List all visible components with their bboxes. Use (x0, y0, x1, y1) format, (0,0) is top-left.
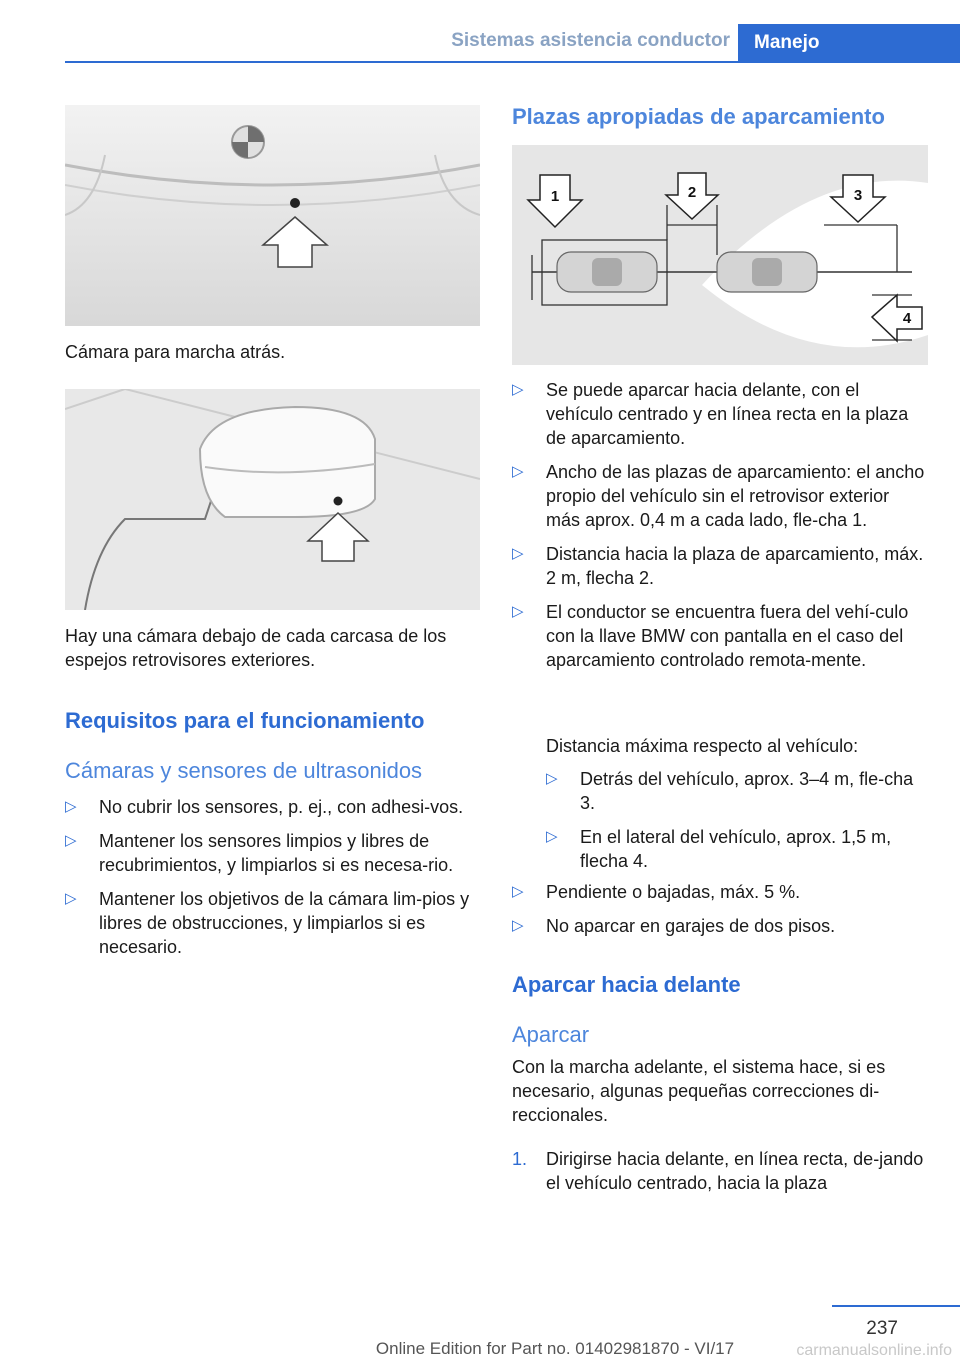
triangle-bullet-icon: ▷ (65, 832, 77, 849)
caption-mirror-camera: Hay una cámara debajo de cada carcasa de los espejos retrovisores exteriores. (65, 626, 447, 670)
heading-requirements: Requisitos para el funcionamiento (65, 708, 425, 733)
list-item: ▷ Pendiente o bajadas, máx. 5 %. (512, 882, 801, 902)
diagram-label-1: 1 (550, 188, 560, 205)
park-steps-list (512, 1147, 928, 1205)
list-item: ▷ El conductor se encuentra fuera del vehí-culo con la llave BMW con pantalla en el caso del aparcamiento controlado remota-mente. (512, 602, 909, 670)
header-section-title: Sistemas asistencia conductor (451, 30, 730, 51)
triangle-bullet-icon: ▷ (512, 381, 524, 398)
triangle-bullet-icon: ▷ (546, 828, 558, 845)
heading-parking-spaces: Plazas apropiadas de aparcamiento (512, 104, 885, 129)
step-number: 1. (512, 1149, 528, 1169)
triangle-bullet-icon: ▷ (512, 545, 524, 562)
list-item: ▷ Mantener los sensores limpios y libres de recubrimientos, y limpiarlos si es necesa-rio. (65, 831, 454, 875)
watermark: carmanualsonline.info (796, 1342, 952, 1359)
triangle-bullet-icon: ▷ (512, 917, 524, 934)
list-item: ▷ No cubrir los sensores, p. ej., con adhesi-vos. (65, 797, 464, 817)
list-item: ▷ Distancia hacia la plaza de aparcamiento, máx. 2 m, flecha 2. (512, 544, 924, 588)
header-rule (65, 61, 960, 63)
header-chapter-tab: Manejo (738, 24, 960, 62)
caption-rear-camera: Cámara para marcha atrás. (65, 342, 286, 362)
list-item: ▷ No aparcar en garajes de dos pisos. (512, 916, 836, 936)
page-header (0, 0, 960, 62)
list-item: ▷ Mantener los objetivos de la cámara lim-pios y libres de obstrucciones, y limpiarlos si es necesario. (65, 889, 470, 957)
diagram-label-4: 4 (902, 310, 912, 327)
list-item: 1. Dirigirse hacia delante, en línea recta, de-jando el vehículo centrado, hacia la plaza (512, 1149, 924, 1193)
parking-diagram-figure (512, 145, 928, 365)
parking-conditions-list (512, 378, 928, 678)
requirements-list (65, 795, 480, 969)
list-item: ▷ Ancho de las plazas de aparcamiento: el ancho propio del vehículo sin el retrovisor exterior más aprox. 0,4 m a cada lado, fle-cha 1. (512, 462, 925, 530)
triangle-bullet-icon: ▷ (512, 463, 524, 480)
list-item: ▷ Se puede aparcar hacia delante, con el vehículo centrado y en línea recta en la plaza de aparcamiento. (512, 380, 909, 448)
park-paragraph: Con la marcha adelante, el sistema hace, si es necesario, algunas pequeñas correcciones di-reccionales. (512, 1057, 886, 1125)
triangle-bullet-icon: ▷ (512, 603, 524, 620)
subheading-park: Aparcar (512, 1022, 590, 1047)
diagram-label-2: 2 (687, 184, 697, 201)
distance-note: Distancia máxima respecto al vehículo: (546, 736, 859, 756)
rear-camera-figure (65, 105, 480, 326)
triangle-bullet-icon: ▷ (65, 798, 77, 815)
triangle-bullet-icon: ▷ (65, 890, 77, 907)
parking-conditions-list-2 (512, 880, 928, 948)
mirror-camera-figure (65, 389, 480, 610)
triangle-bullet-icon: ▷ (546, 770, 558, 787)
subheading-cameras-sensors: Cámaras y sensores de ultrasonidos (65, 758, 423, 783)
distance-sublist (546, 767, 928, 883)
page-number: 237 (866, 1318, 898, 1339)
edition-footer: Online Edition for Part no. 01402981870 - VI/17 (375, 1339, 735, 1358)
footer-rule (832, 1305, 960, 1307)
heading-park-forward: Aparcar hacia delante (512, 972, 741, 997)
list-item: ▷ En el lateral del vehículo, aprox. 1,5 m, flecha 4. (546, 827, 892, 871)
list-item: ▷ Detrás del vehículo, aprox. 3–4 m, fle-cha 3. (546, 769, 914, 813)
diagram-label-3: 3 (853, 187, 863, 204)
triangle-bullet-icon: ▷ (512, 883, 524, 900)
